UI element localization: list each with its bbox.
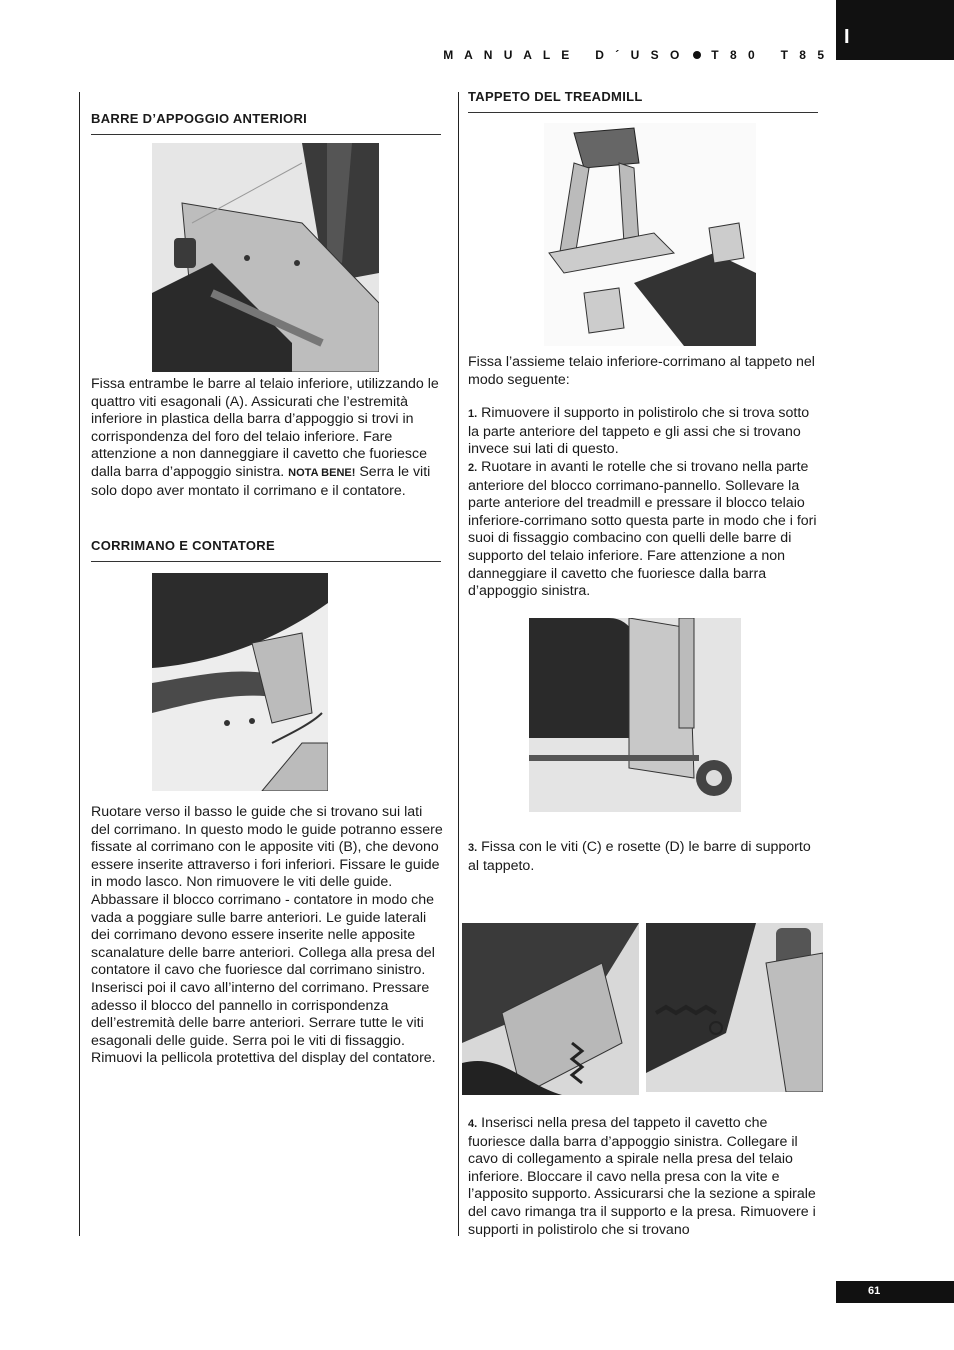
left-text-1 [91, 376, 443, 500]
figure-front-bars [152, 143, 379, 372]
figure-treadmill-exploded [544, 123, 756, 346]
left-column [91, 110, 441, 135]
right-text-3 [468, 1115, 820, 1239]
step-number: 4. [468, 1118, 478, 1130]
step-text: Ruotare in avanti le rotelle che si trovano nella parte anteriore del blocco corrimano-pannello. Sollevare la parte anteriore del treadmill e pressare il blocco telaio inferiore-corrimano sotto questa parte in modo che i fori suoi di fissaggio combacino con quelli delle barre di supporto del telaio inferiore. Fare attenzione a non danneggiare il cavetto che fuoriesce dalla barra d’appoggio sinistra. [468, 458, 817, 600]
step-number: 3. [468, 842, 478, 854]
running-header [443, 48, 828, 62]
center-rule [458, 92, 459, 1236]
section-title: TAPPETO DEL TREADMILL [468, 88, 818, 113]
step-text: Rimuovere il supporto in polistirolo che si trova sotto la parte anteriore del tappeto e gli assi che si trovano invece sui lati di questo. [468, 405, 810, 458]
note-label: NOTA BENE! [288, 466, 356, 479]
step-number: 2. [468, 461, 478, 474]
step-text: Fissa con le viti (C) e rosette (D) le barre di supporto al tappeto. [468, 839, 811, 874]
step-number: 1. [468, 408, 478, 421]
manual-title: M A N U A L E D ´ U S O [443, 48, 684, 62]
page-number-tab [836, 1281, 954, 1303]
right-text-1 [468, 354, 820, 601]
language-letter: I [844, 26, 850, 48]
left-text-2 [91, 804, 443, 1068]
page-number: 61 [868, 1285, 881, 1297]
step-text: Inserisci nella presa del tappeto il cavetto che fuoriesce dalla barra d’appoggio sinistra. Collegare il cavo di collegamento a spirale nella presa del telaio inferiore. Bloccare il cavo nella presa con la vite e l’apposito supporto. Assicurarsi che la sezione a spirale del cavo rimanga tra il supporto e la presa. Rimuovere i supporti in polistirolo che si trovano [468, 1115, 816, 1238]
figure-handrail [152, 573, 328, 791]
right-column [468, 88, 818, 113]
paragraph: Fissa entrambe le barre al telaio inferiore, utilizzando le quattro viti esagonali (A). Assicurati che l’estremità inferiore in plastica della barra d’appoggio si trovi in corrispondenza del foro del telaio inferiore. Fare attenzione a non danneggiare il cavetto che fuoriesce dalla barra d’appoggio sinistra. [91, 376, 439, 480]
section-title: CORRIMANO E CONTATORE [91, 537, 441, 562]
right-text-2 [468, 839, 820, 875]
left-section-2 [91, 537, 441, 562]
bullet-icon [693, 51, 701, 59]
model-names: T 8 0 T 8 5 [711, 48, 828, 62]
paragraph: Serra le viti solo dopo aver montato il corrimano e il contatore. [91, 463, 431, 499]
intro-text: Fissa l’assieme telaio inferiore-corrimano al tappeto nel modo seguente: [468, 354, 815, 388]
figure-cable-right [646, 923, 823, 1092]
paragraph: Ruotare verso il basso le guide che si trovano sui lati del corrimano. In questo modo le guide potranno essere fissate al corrimano con le apposite viti (B), che devono essere inserite attraverso i fori inferiori. Fissare le guide in modo lasco. Non rimuovere le viti delle guide. Abbassare il blocco corrimano - contatore in modo che vada a poggiare sulle barre anteriori. Le guide laterali dei corrimano devono essere inserite nelle apposite scanalature delle barre anteriori. Collega alla presa del contatore il cavo che fuoriesce dal corrimano sinistro. Inserisci poi il cavo all’interno del corrimano. Pressare adesso il blocco del pannello in corrispondenza dell’estremità delle barre anteriori. Serrare tutte le viti esagonali delle guide. Serra poi le viti di fissaggio. Rimuovi la pellicola protettiva del display del contatore. [91, 804, 443, 1067]
language-tab [836, 0, 954, 60]
figure-frame-mount [529, 618, 741, 812]
figure-cable-left [462, 923, 639, 1095]
section-title: BARRE D’APPOGGIO ANTERIORI [91, 110, 441, 135]
left-rule [79, 92, 80, 1236]
